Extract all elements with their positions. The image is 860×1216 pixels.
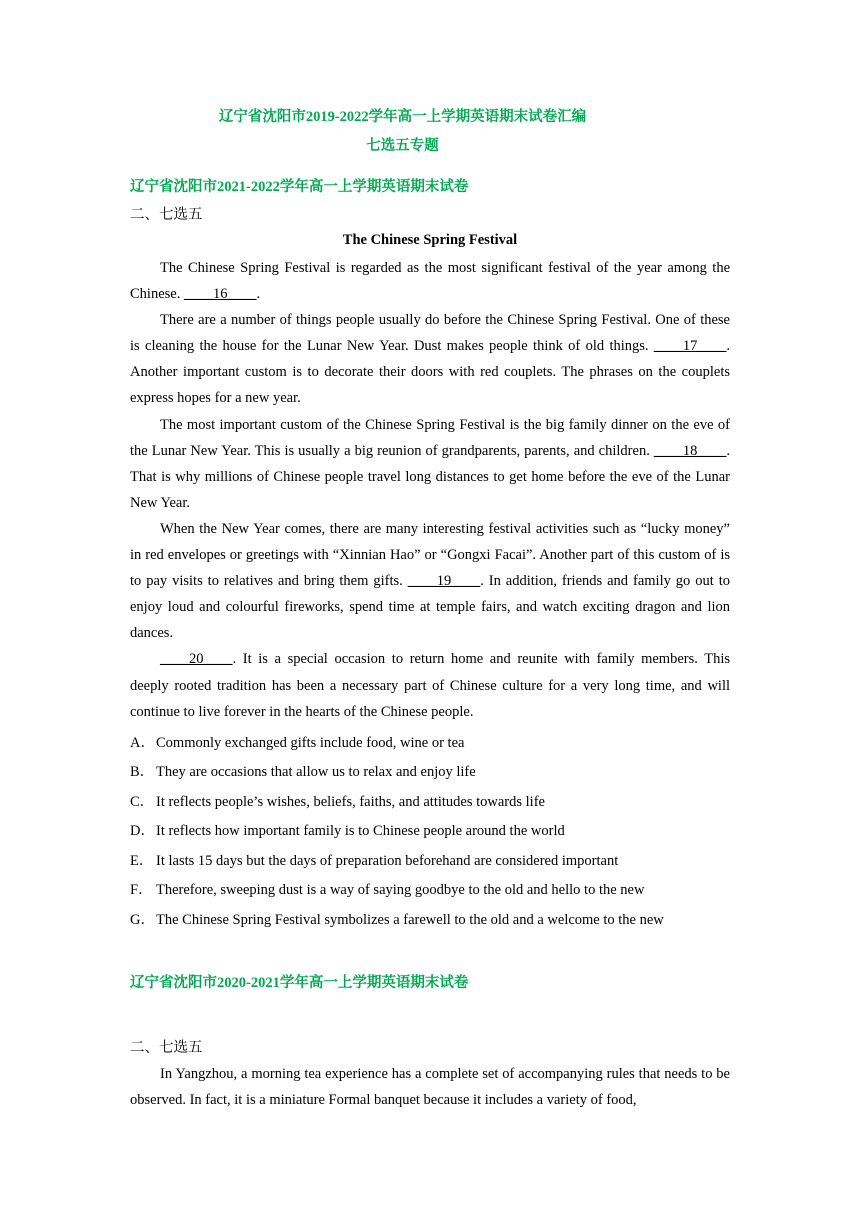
- section2-heading: 辽宁省沈阳市2020-2021学年高一上学期英语期末试卷: [130, 975, 469, 991]
- passage-paragraph-1: The Chinese Spring Festival is regarded as the most significant festival of the year among the Chinese. ____16____.: [130, 260, 730, 303]
- option-a: A．Commonly exchanged gifts include food, wine or tea: [130, 735, 465, 751]
- option-g: G．The Chinese Spring Festival symbolizes a farewell to the old and a welcome to the new: [130, 912, 664, 928]
- passage-body: [130, 255, 730, 725]
- passage-paragraph-5: ____20____. It is a special occasion to return home and reunite with family members. This deeply rooted tradition has been a necessary part of Chinese culture for a very long time, and will continue to live forever in the hearts of the Chinese people.: [130, 651, 730, 720]
- blank-19: ____19____: [407, 573, 481, 590]
- passage-paragraph-4: When the New Year comes, there are many interesting festival activities such as “lucky money” in red envelopes or greetings with “Xinnian Hao” or “Gongxi Facai”. Another part of this custom of is to pay visits to relatives and bring them gifts. ____19____. In addition, friends and family go out to enjoy loud and colourful fireworks, spend time at temple fairs, and watch exciting dragon and lion dances.: [130, 520, 730, 642]
- section1-heading: 辽宁省沈阳市2021-2022学年高一上学期英语期末试卷: [130, 179, 469, 195]
- section1-part-label: 二、七选五: [130, 207, 203, 223]
- blank-20: ____20____: [160, 651, 233, 668]
- option-d: D．It reflects how important family is to Chinese people around the world: [130, 823, 565, 839]
- passage-title: The Chinese Spring Festival: [342, 232, 518, 248]
- document-sub-title: 七选五专题: [366, 138, 439, 154]
- blank-16: ____16____: [183, 286, 257, 303]
- blank-18: ____18____: [653, 442, 727, 459]
- option-b: B． They are occasions that allow us to relax and enjoy life: [130, 764, 476, 780]
- passage-paragraph-3: The most important custom of the Chinese Spring Festival is the big family dinner on the eve of the Lunar New Year. This is usually a big reunion of grandparents, parents, and children. ____18____. That is why millions of Chinese people travel long distances to get home before the eve of the Lunar New Year.: [130, 416, 730, 511]
- passage-paragraph-2: There are a number of things people usually do before the Chinese Spring Festival. One of these is cleaning the house for the Lunar New Year. Dust makes people think of old things. ____17____. Another important custom is to decorate their doors with red couplets. The phrases on the couplets express hopes for a new year.: [130, 312, 730, 407]
- blank-17: ____17____: [653, 338, 727, 355]
- option-f: F． Therefore, sweeping dust is a way of saying goodbye to the old and hello to the new: [130, 882, 645, 898]
- section2-part-label: 二、七选五: [130, 1040, 203, 1056]
- section2-passage-body: [130, 1061, 730, 1113]
- section2-paragraph-1: In Yangzhou, a morning tea experience has a complete set of accompanying rules that needs to be observed. In fact, it is a miniature Formal banquet because it includes a variety of food,: [130, 1066, 730, 1109]
- option-c: C． It reflects people’s wishes, beliefs, faiths, and attitudes towards life: [130, 794, 545, 810]
- option-e: E． It lasts 15 days but the days of preparation beforehand are considered important: [130, 853, 619, 869]
- document-main-title: 辽宁省沈阳市2019-2022学年高一上学期英语期末试卷汇编: [218, 109, 587, 125]
